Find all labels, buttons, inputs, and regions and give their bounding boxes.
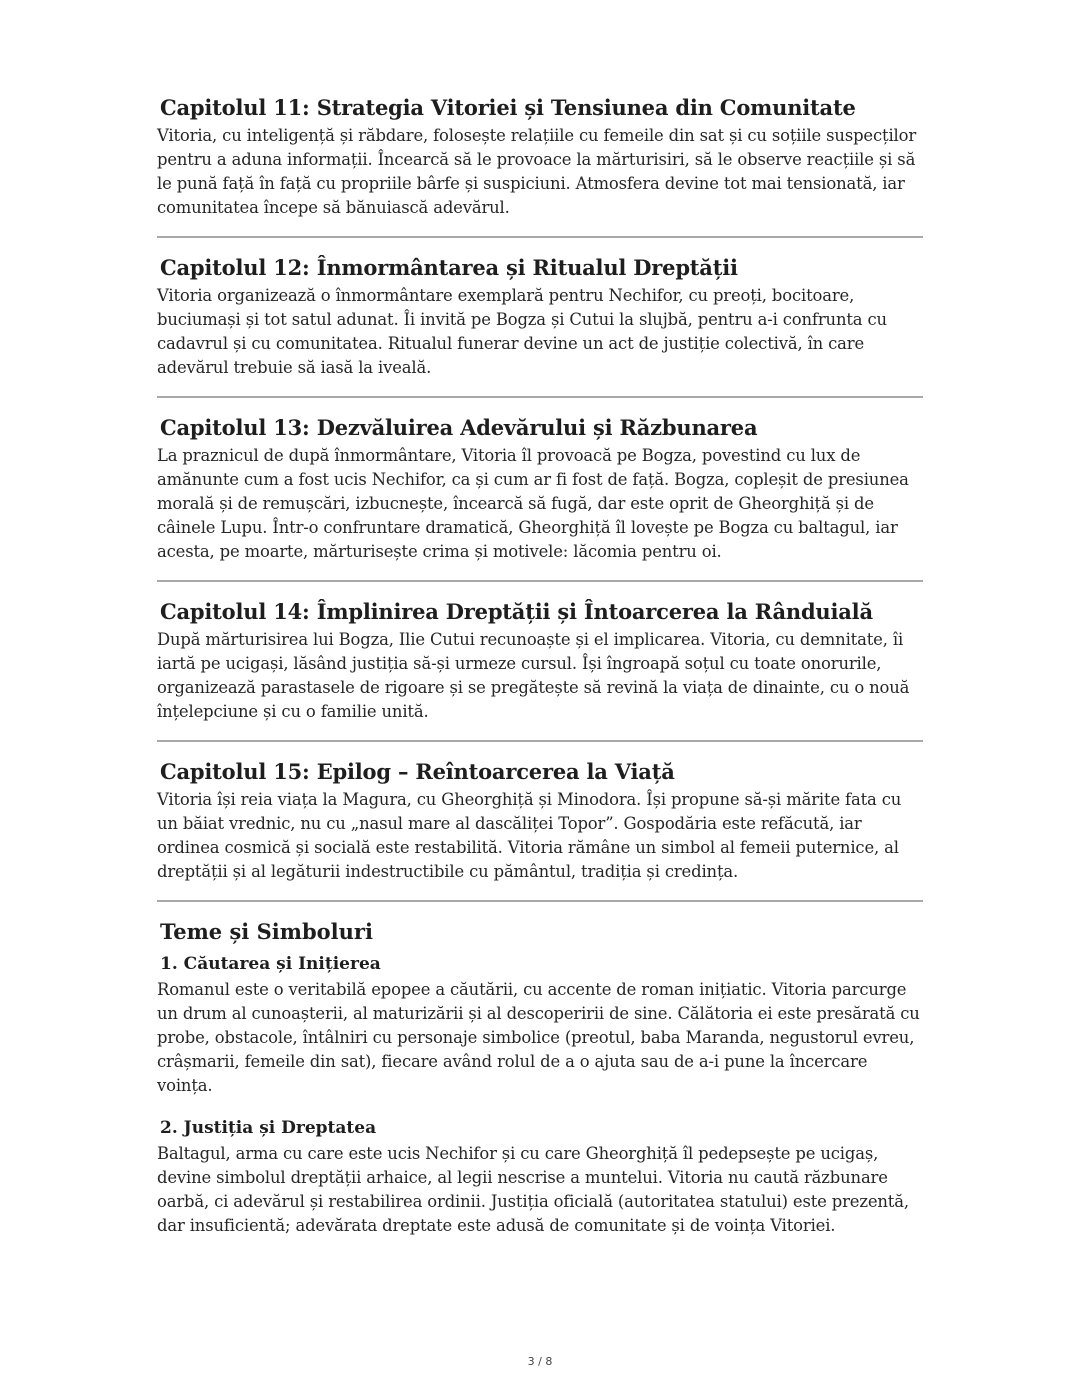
document-page	[157, 94, 923, 1256]
divider	[157, 900, 923, 902]
chapter-title: Capitolul 13: Dezvăluirea Adevărului și Răzbunarea	[160, 415, 758, 440]
chapter-text: La praznicul de după înmormântare, Vitoria îl provoacă pe Bogza, povestind cu lux de amănunte cum a fost ucis Nechifor, ca și cum ar fi fost de față. Bogza, copleșit de presiunea morală și de remușcări, izbucnește, încearcă să fugă, dar este oprit de Gheorghiță și de câinele Lupu. Într-o confruntare dramatică, Gheorghiță îl lovește pe Bogza cu baltagul, iar acesta, pe moarte, mărturisește crima și motivele: lăcomia pentru oi.	[157, 446, 909, 561]
chapter-text: Vitoria își reia viața la Magura, cu Gheorghiță și Minodora. Își propune să-și mărite fata cu un băiat vrednic, nu cu „nasul mare al dascăliței Topor”. Gospodăria este refăcută, iar ordinea cosmică și socială este restabilită. Vitoria rămâne un simbol al femeii puternice, al dreptății și al legăturii indestructibile cu pământul, tradiția și credința.	[157, 790, 902, 881]
theme-text: Baltagul, arma cu care este ucis Nechifor și cu care Gheorghiță îl pedepsește pe ucigaș, devine simbolul dreptății arhaice, al legii nescrise a muntelui. Vitoria nu caută răzbunare oarbă, ci adevărul și restabilirea ordinii. Justiția oficială (autoritatea statului) este prezentă, dar insuficientă; adevărata dreptate este adusă de comunitate și de voința Vitoriei.	[157, 1144, 909, 1235]
chapter-text: Vitoria, cu inteligență și răbdare, folosește relațiile cu femeile din sat și cu soțiile suspecților pentru a aduna informații. Încearcă să le provoace la mărturisiri, să le observe reacțiile și să le pună față în față cu propriile bârfe și suspiciuni. Atmosfera devine tot mai tensionată, iar comunitatea începe să bănuiască adevărul.	[157, 126, 917, 217]
chapter-title: Capitolul 12: Înmormântarea și Ritualul Dreptății	[160, 255, 738, 280]
page-number: 3 / 8	[527, 1355, 553, 1368]
chapter-15	[157, 758, 923, 884]
themes-section	[157, 918, 923, 1238]
section-title: Teme și Simboluri	[160, 919, 373, 944]
chapter-12	[157, 254, 923, 380]
theme-title: 2. Justiția și Dreptatea	[160, 1118, 377, 1138]
chapter-title: Capitolul 15: Epilog – Reîntoarcerea la Viață	[160, 759, 675, 784]
chapter-title: Capitolul 11: Strategia Vitoriei și Tensiunea din Comunitate	[160, 95, 856, 120]
chapter-14	[157, 598, 923, 724]
chapter-text: După mărturisirea lui Bogza, Ilie Cutui recunoaște și el implicarea. Vitoria, cu demnitate, îi iartă pe ucigași, lăsând justiția să-și urmeze cursul. Își îngroapă soțul cu toate onorurile, organizează parastasele de rigoare și se pregătește să revină la viața de dinainte, cu o nouă înțelepciune și cu o familie unită.	[157, 630, 910, 721]
chapter-text: Vitoria organizează o înmormântare exemplară pentru Nechifor, cu preoți, bocitoare, buciumași și tot satul adunat. Îi invită pe Bogza și Cutui la slujbă, pentru a-i confrunta cu cadavrul și cu comunitatea. Ritualul funerar devine un act de justiție colectivă, în care adevărul trebuie să iasă la iveală.	[157, 286, 887, 377]
divider	[157, 580, 923, 582]
theme-text: Romanul este o veritabilă epopee a căutării, cu accente de roman inițiatic. Vitoria parcurge un drum al cunoașterii, al maturizării și al descoperirii de sine. Călătoria ei este presărată cu probe, obstacole, întâlniri cu personaje simbolice (preotul, baba Maranda, negustorul evreu, crâșmarii, femeile din sat), fiecare având rolul de a o ajuta sau de a-i pune la încercare voința.	[157, 980, 920, 1095]
theme-title: 1. Căutarea și Inițierea	[160, 954, 381, 974]
chapter-title: Capitolul 14: Împlinirea Dreptății și Întoarcerea la Rânduială	[160, 599, 873, 624]
divider	[157, 236, 923, 238]
chapter-13	[157, 414, 923, 564]
theme-item	[157, 1116, 923, 1238]
divider	[157, 740, 923, 742]
divider	[157, 396, 923, 398]
theme-item	[157, 952, 923, 1098]
chapter-11	[157, 94, 923, 220]
